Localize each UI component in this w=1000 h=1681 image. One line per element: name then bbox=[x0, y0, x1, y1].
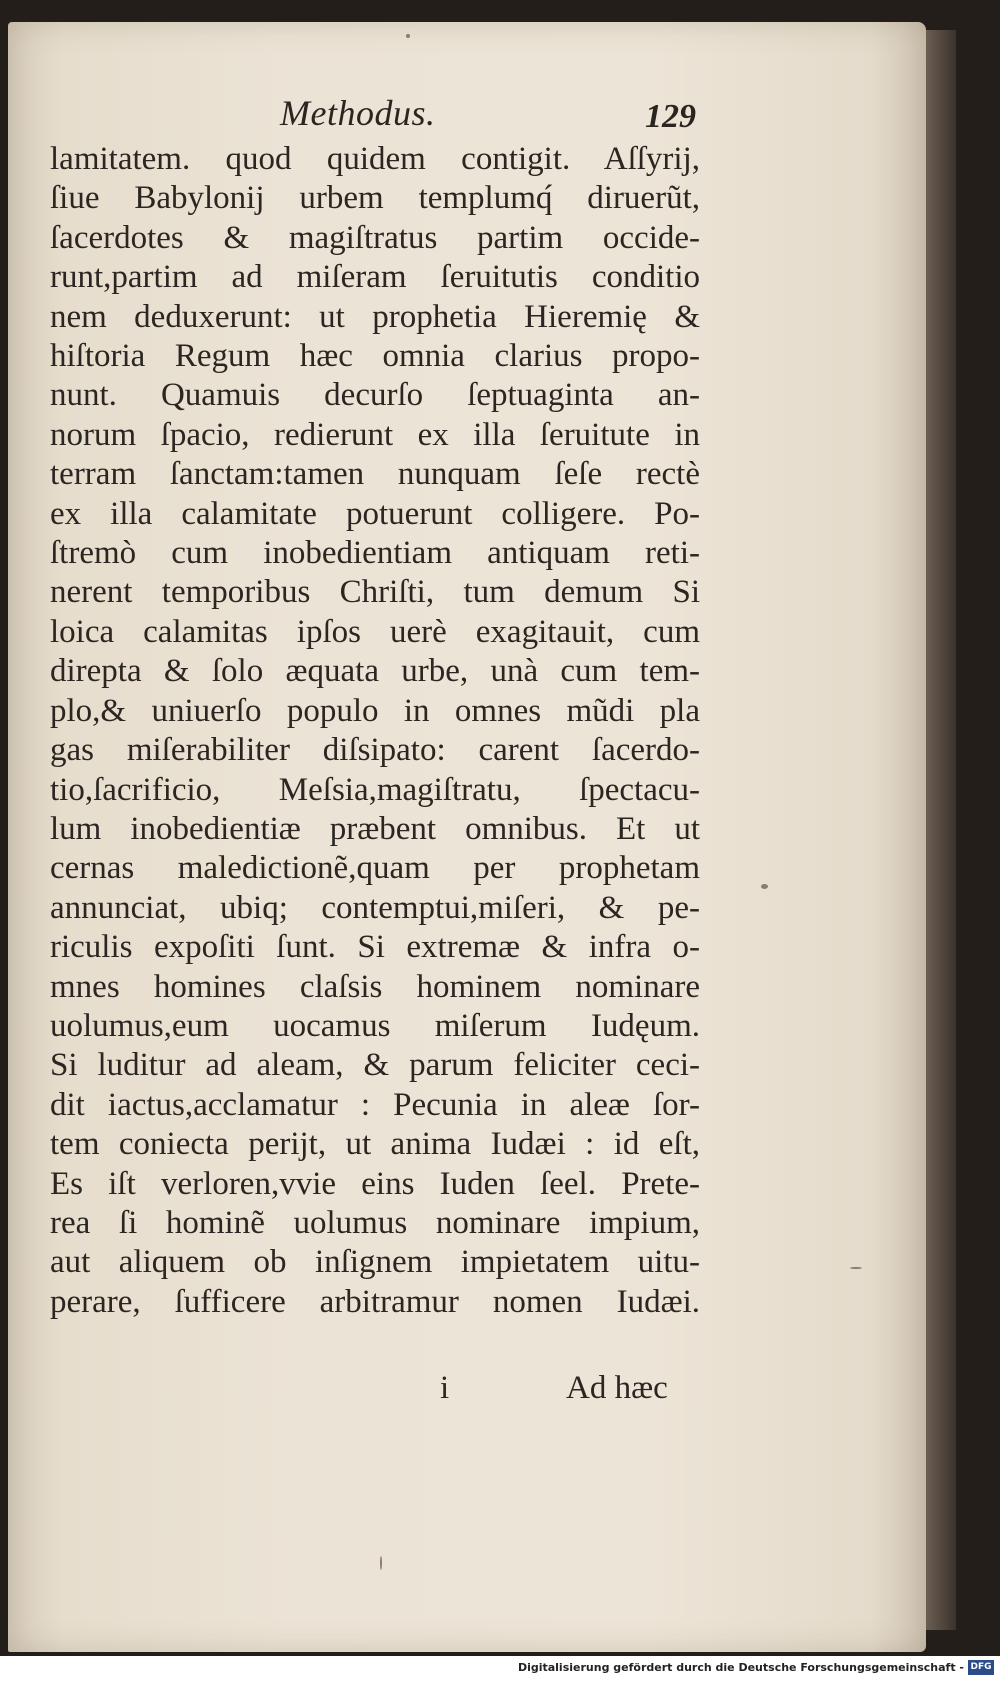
text-line: riculis expoſiti ſunt. Si extremæ & infra o- bbox=[50, 929, 700, 966]
text-line: cernas maledictionẽ,quam per prophetam bbox=[50, 850, 700, 887]
text-line: nunt. Quamuis decurſo ſeptuaginta an- bbox=[50, 377, 700, 414]
text-line: annunciat, ubiq; contemptui,miſeri, & pe- bbox=[50, 889, 700, 926]
text-line: aut aliquem ob inſignem impietatem uitu- bbox=[50, 1244, 700, 1281]
text-line: direpta & ſolo æquata urbe, unà cum tem- bbox=[50, 653, 700, 690]
page-number: 129 bbox=[645, 98, 696, 135]
text-line: lum inobedientiæ præbent omnibus. Et ut bbox=[50, 810, 700, 847]
text-line: Es iſt verloren,vvie eins Iuden ſeel. Prete- bbox=[50, 1165, 700, 1202]
text-line: dit iactus,acclamatur : Pecunia in aleæ ſor- bbox=[50, 1086, 700, 1123]
text-line: gas miſerabiliter diſsipato: carent ſacerdo- bbox=[50, 732, 700, 769]
text-line: Si luditur ad aleam, & parum feliciter ceci- bbox=[50, 1047, 700, 1084]
ink-speck bbox=[380, 1556, 382, 1570]
signature-mark: i bbox=[440, 1370, 450, 1406]
text-line: terram ſanctam:tamen nunquam ſeſe rectè bbox=[50, 456, 700, 493]
text-line: tem coniecta perijt, ut anima Iudæi : id eſt, bbox=[50, 1126, 700, 1163]
text-line: mnes homines claſsis hominem nominare bbox=[50, 968, 700, 1005]
text-line: nerent temporibus Chriſti, tum demum Si bbox=[50, 574, 700, 611]
running-head: Methodus. bbox=[280, 93, 436, 133]
catchword: Ad hæc bbox=[566, 1370, 668, 1406]
text-line: plo,& uniuerſo populo in omnes mũdi pla bbox=[50, 692, 700, 729]
text-line: ſacerdotes & magiſtratus partim occide- bbox=[50, 219, 700, 256]
page-edge bbox=[926, 30, 956, 1630]
text-line: tio,ſacrificio, Meſsia,magiſtratu, ſpectacu- bbox=[50, 771, 700, 808]
ink-speck bbox=[406, 34, 410, 38]
text-line: ex illa calamitate potuerunt colligere. Po- bbox=[50, 495, 700, 532]
text-line: lamitatem. quod quidem contigit. Aſſyrij, bbox=[50, 141, 700, 177]
text-line: loica calamitas ipſos uerè exagitauit, cum bbox=[50, 613, 700, 650]
text-line: uolumus,eum uocamus miſerum Iudęum. bbox=[50, 1007, 700, 1044]
text-line: nem deduxerunt: ut prophetia Hieremię & bbox=[50, 298, 700, 335]
text-line: norum ſpacio, redierunt ex illa ſeruitute in bbox=[50, 416, 700, 453]
text-line: ſtremò cum inobedientiam antiquam reti- bbox=[50, 535, 700, 572]
digitization-credit: Digitalisierung gefördert durch die Deutsche Forschungsgemeinschaft - bbox=[517, 1661, 964, 1674]
text-line: perare, ſufficere arbitramur nomen Iudæi. bbox=[50, 1283, 700, 1320]
text-line: runt,partim ad miſeram ſeruitutis conditio bbox=[50, 259, 700, 296]
text-block bbox=[50, 140, 700, 1322]
dfg-logo-icon: DFG bbox=[968, 1660, 994, 1675]
text-line: rea ſi hominẽ uolumus nominare impium, bbox=[50, 1204, 700, 1241]
text-line: ſiue Babylonij urbem templumq́ diruerũt, bbox=[50, 180, 700, 217]
ink-speck bbox=[761, 884, 768, 889]
text-line: hiſtoria Regum hæc omnia clarius propo- bbox=[50, 338, 700, 375]
ink-speck bbox=[850, 1267, 862, 1269]
